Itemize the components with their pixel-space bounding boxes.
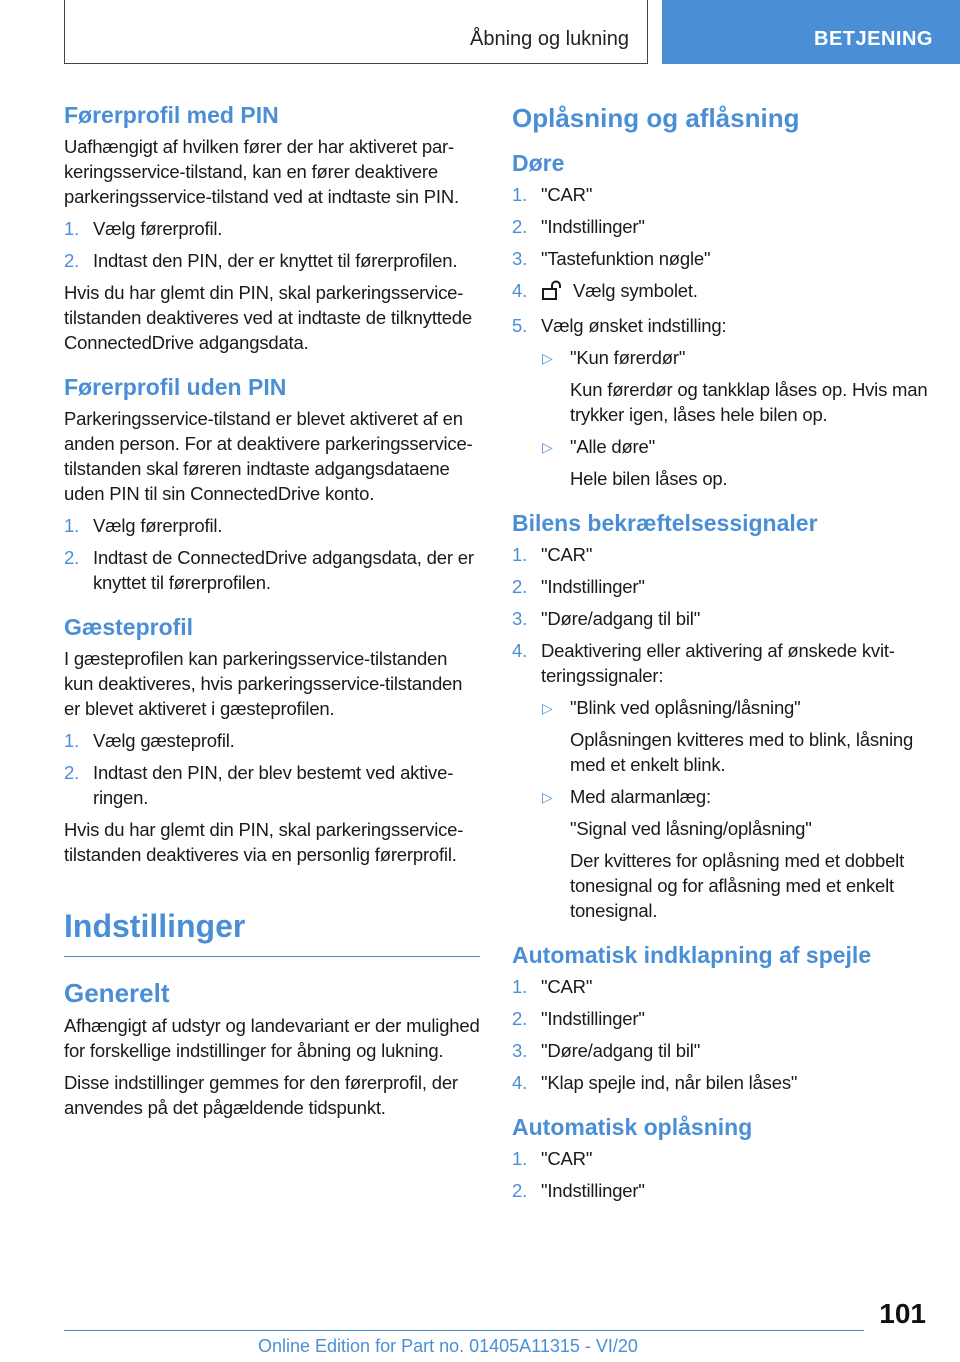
header-chapter-tab: BETJENING — [662, 0, 960, 64]
option-description: Hele bilen låses op. — [570, 468, 728, 489]
step-number: 4. — [512, 1072, 528, 1093]
step-number: 2. — [64, 762, 80, 783]
triangle-bullet-icon: ▷ — [542, 789, 553, 805]
step-item — [512, 278, 928, 306]
step-item — [64, 545, 480, 595]
triangle-bullet-icon: ▷ — [542, 439, 553, 455]
header-section-box — [64, 0, 648, 64]
step-item — [512, 1070, 928, 1095]
step-text: Vælg gæsteprofil. — [93, 730, 235, 751]
step-item — [512, 1146, 928, 1171]
section-title-driver-profile-pin: Førerprofil med PIN — [64, 102, 279, 128]
option-label: Med alarmanlæg: — [570, 786, 711, 807]
option-item — [512, 784, 928, 809]
step-number: 1. — [512, 184, 528, 205]
step-text: "CAR" — [541, 544, 593, 565]
option-list — [512, 434, 928, 459]
subsection-title-auto-unlock: Automatisk oplåsning — [512, 1114, 753, 1140]
option-label: "Kun førerdør" — [570, 347, 686, 368]
step-item — [512, 1006, 928, 1031]
option-item — [512, 434, 928, 459]
step-number: 2. — [512, 576, 528, 597]
step-text: Indtast den PIN, der er knyttet til førerprofilen. — [93, 250, 458, 271]
paragraph: Hvis du har glemt din PIN, skal parkeringsservice-tilstanden deaktiveres via en personlig førerprofil. — [64, 819, 464, 865]
step-number: 1. — [512, 544, 528, 565]
left-column — [64, 100, 480, 1127]
page-number: 101 — [879, 1298, 926, 1329]
step-number: 1. — [64, 218, 80, 239]
paragraph: Afhængigt af udstyr og landevariant er der mulighed for forskellige indstillinger for åbning og lukning. — [64, 1015, 480, 1061]
step-number: 3. — [512, 248, 528, 269]
step-item — [512, 214, 928, 239]
step-item — [512, 182, 928, 207]
option-item — [512, 345, 928, 370]
step-number: 1. — [512, 1148, 528, 1169]
option-description: Der kvitteres for oplåsning med et dobbelt tonesignal og for aflåsning med et enkelt tonesignal. — [570, 850, 905, 921]
step-list — [512, 542, 928, 688]
triangle-bullet-icon: ▷ — [542, 350, 553, 366]
step-number: 1. — [512, 976, 528, 997]
step-number: 2. — [512, 1008, 528, 1029]
triangle-bullet-icon: ▷ — [542, 700, 553, 716]
step-number: 2. — [512, 1180, 528, 1201]
subsection-title-doors: Døre — [512, 150, 565, 176]
step-text: Indtast den PIN, der blev bestemt ved aktiveringen. — [93, 762, 454, 808]
option-description: Oplåsningen kvitteres med to blink, låsning med et enkelt blink. — [570, 729, 914, 775]
step-list — [64, 728, 480, 810]
step-text: "Døre/adgang til bil" — [541, 608, 701, 629]
step-text: "Indstillinger" — [541, 1008, 645, 1029]
paragraph: Parkeringsservice-tilstand er blevet aktiveret af en anden person. For at deaktivere parkeringsservice-tilstanden skal føreren indtaste adgangsdataene uden PIN til sin ConnectedDrive konto. — [64, 408, 473, 504]
step-item — [512, 974, 928, 999]
step-number: 3. — [512, 608, 528, 629]
footer-edition: Online Edition for Part no. 01405A11315 - VI/20 — [258, 1336, 638, 1356]
step-number: 1. — [64, 515, 80, 536]
step-text: Vælg førerprofil. — [93, 218, 223, 239]
step-item — [512, 1178, 928, 1203]
step-number: 3. — [512, 1040, 528, 1061]
step-item — [64, 760, 480, 810]
step-text: Vælg symbolet. — [573, 280, 698, 301]
step-number: 5. — [512, 315, 528, 336]
section-title-guest-profile: Gæsteprofil — [64, 614, 194, 640]
step-list — [512, 974, 928, 1095]
section-title-general: Generelt — [64, 978, 170, 1008]
step-text: "Indstillinger" — [541, 1180, 645, 1201]
paragraph: Disse indstillinger gemmes for den førerprofil, der anvendes på det pågældende tidspunkt. — [64, 1072, 458, 1118]
step-item — [512, 606, 928, 631]
step-item — [64, 216, 480, 241]
step-text: "CAR" — [541, 184, 593, 205]
step-number: 2. — [512, 216, 528, 237]
step-list — [64, 513, 480, 595]
step-text: "CAR" — [541, 976, 593, 997]
option-list — [512, 695, 928, 720]
step-item — [512, 1038, 928, 1063]
step-item — [512, 542, 928, 567]
footer-divider — [64, 1330, 864, 1331]
step-item — [64, 513, 480, 538]
step-list — [64, 216, 480, 273]
step-text: Vælg førerprofil. — [93, 515, 223, 536]
step-list — [512, 1146, 928, 1203]
option-list — [512, 345, 928, 370]
step-text: "Tastefunktion nøgle" — [541, 248, 711, 269]
step-item — [512, 638, 928, 688]
step-item — [512, 313, 928, 338]
step-item — [512, 246, 928, 271]
option-list — [512, 784, 928, 809]
step-text: "Døre/adgang til bil" — [541, 1040, 701, 1061]
step-text: Indtast de ConnectedDrive adgangsdata, der er knyttet til førerprofilen. — [93, 547, 474, 593]
section-title-driver-profile-no-pin: Førerprofil uden PIN — [64, 374, 287, 400]
step-text: Vælg ønsket indstilling: — [541, 315, 727, 336]
paragraph: Hvis du har glemt din PIN, skal parkeringsservice-tilstanden deaktiveres ved at indtaste de tilknyttede ConnectedDrive adgangsdata. — [64, 282, 472, 353]
step-text: "Klap spejle ind, når bilen låses" — [541, 1072, 798, 1093]
step-text: "Indstillinger" — [541, 576, 645, 597]
subsection-title-confirmation-signals: Bilens bekræftelsessignaler — [512, 510, 818, 536]
option-label: "Blink ved oplåsning/låsning" — [570, 697, 801, 718]
step-number: 4. — [512, 280, 528, 301]
step-item — [64, 728, 480, 753]
section-title-unlock-lock: Oplåsning og aflåsning — [512, 103, 800, 133]
step-number: 4. — [512, 640, 528, 661]
step-item — [512, 574, 928, 599]
option-description: Kun førerdør og tankklap låses op. Hvis man trykker igen, låses hele bilen op. — [570, 379, 928, 425]
step-number: 2. — [64, 250, 80, 271]
step-number: 2. — [64, 547, 80, 568]
step-text: "Indstillinger" — [541, 216, 645, 237]
paragraph: Uafhængigt af hvilken fører der har aktiveret parkeringsservice-tilstand, kan en fører deaktivere parkeringsservice-tilstand ved at indtaste sin PIN. — [64, 136, 459, 207]
right-column — [512, 100, 928, 1210]
step-text: "CAR" — [541, 1148, 593, 1169]
subsection-title-mirror-fold: Automatisk indklapning af spejle — [512, 942, 872, 968]
option-label: "Alle døre" — [570, 436, 655, 457]
option-description: "Signal ved låsning/oplåsning" — [570, 818, 812, 839]
option-item — [512, 695, 928, 720]
chapter-title-settings: Indstillinger — [64, 904, 480, 957]
step-text: Deaktivering eller aktivering af ønskede kvitteringssignaler: — [541, 640, 895, 686]
paragraph: I gæsteprofilen kan parkeringsservice-tilstanden kun deaktiveres, hvis parkeringsservice-tilstanden er blevet aktiveret i gæsteprofilen. — [64, 648, 463, 719]
unlock-icon — [541, 280, 563, 306]
step-item — [64, 248, 480, 273]
header-section-title: Åbning og lukning — [469, 28, 629, 50]
step-number: 1. — [64, 730, 80, 751]
step-list — [512, 182, 928, 338]
